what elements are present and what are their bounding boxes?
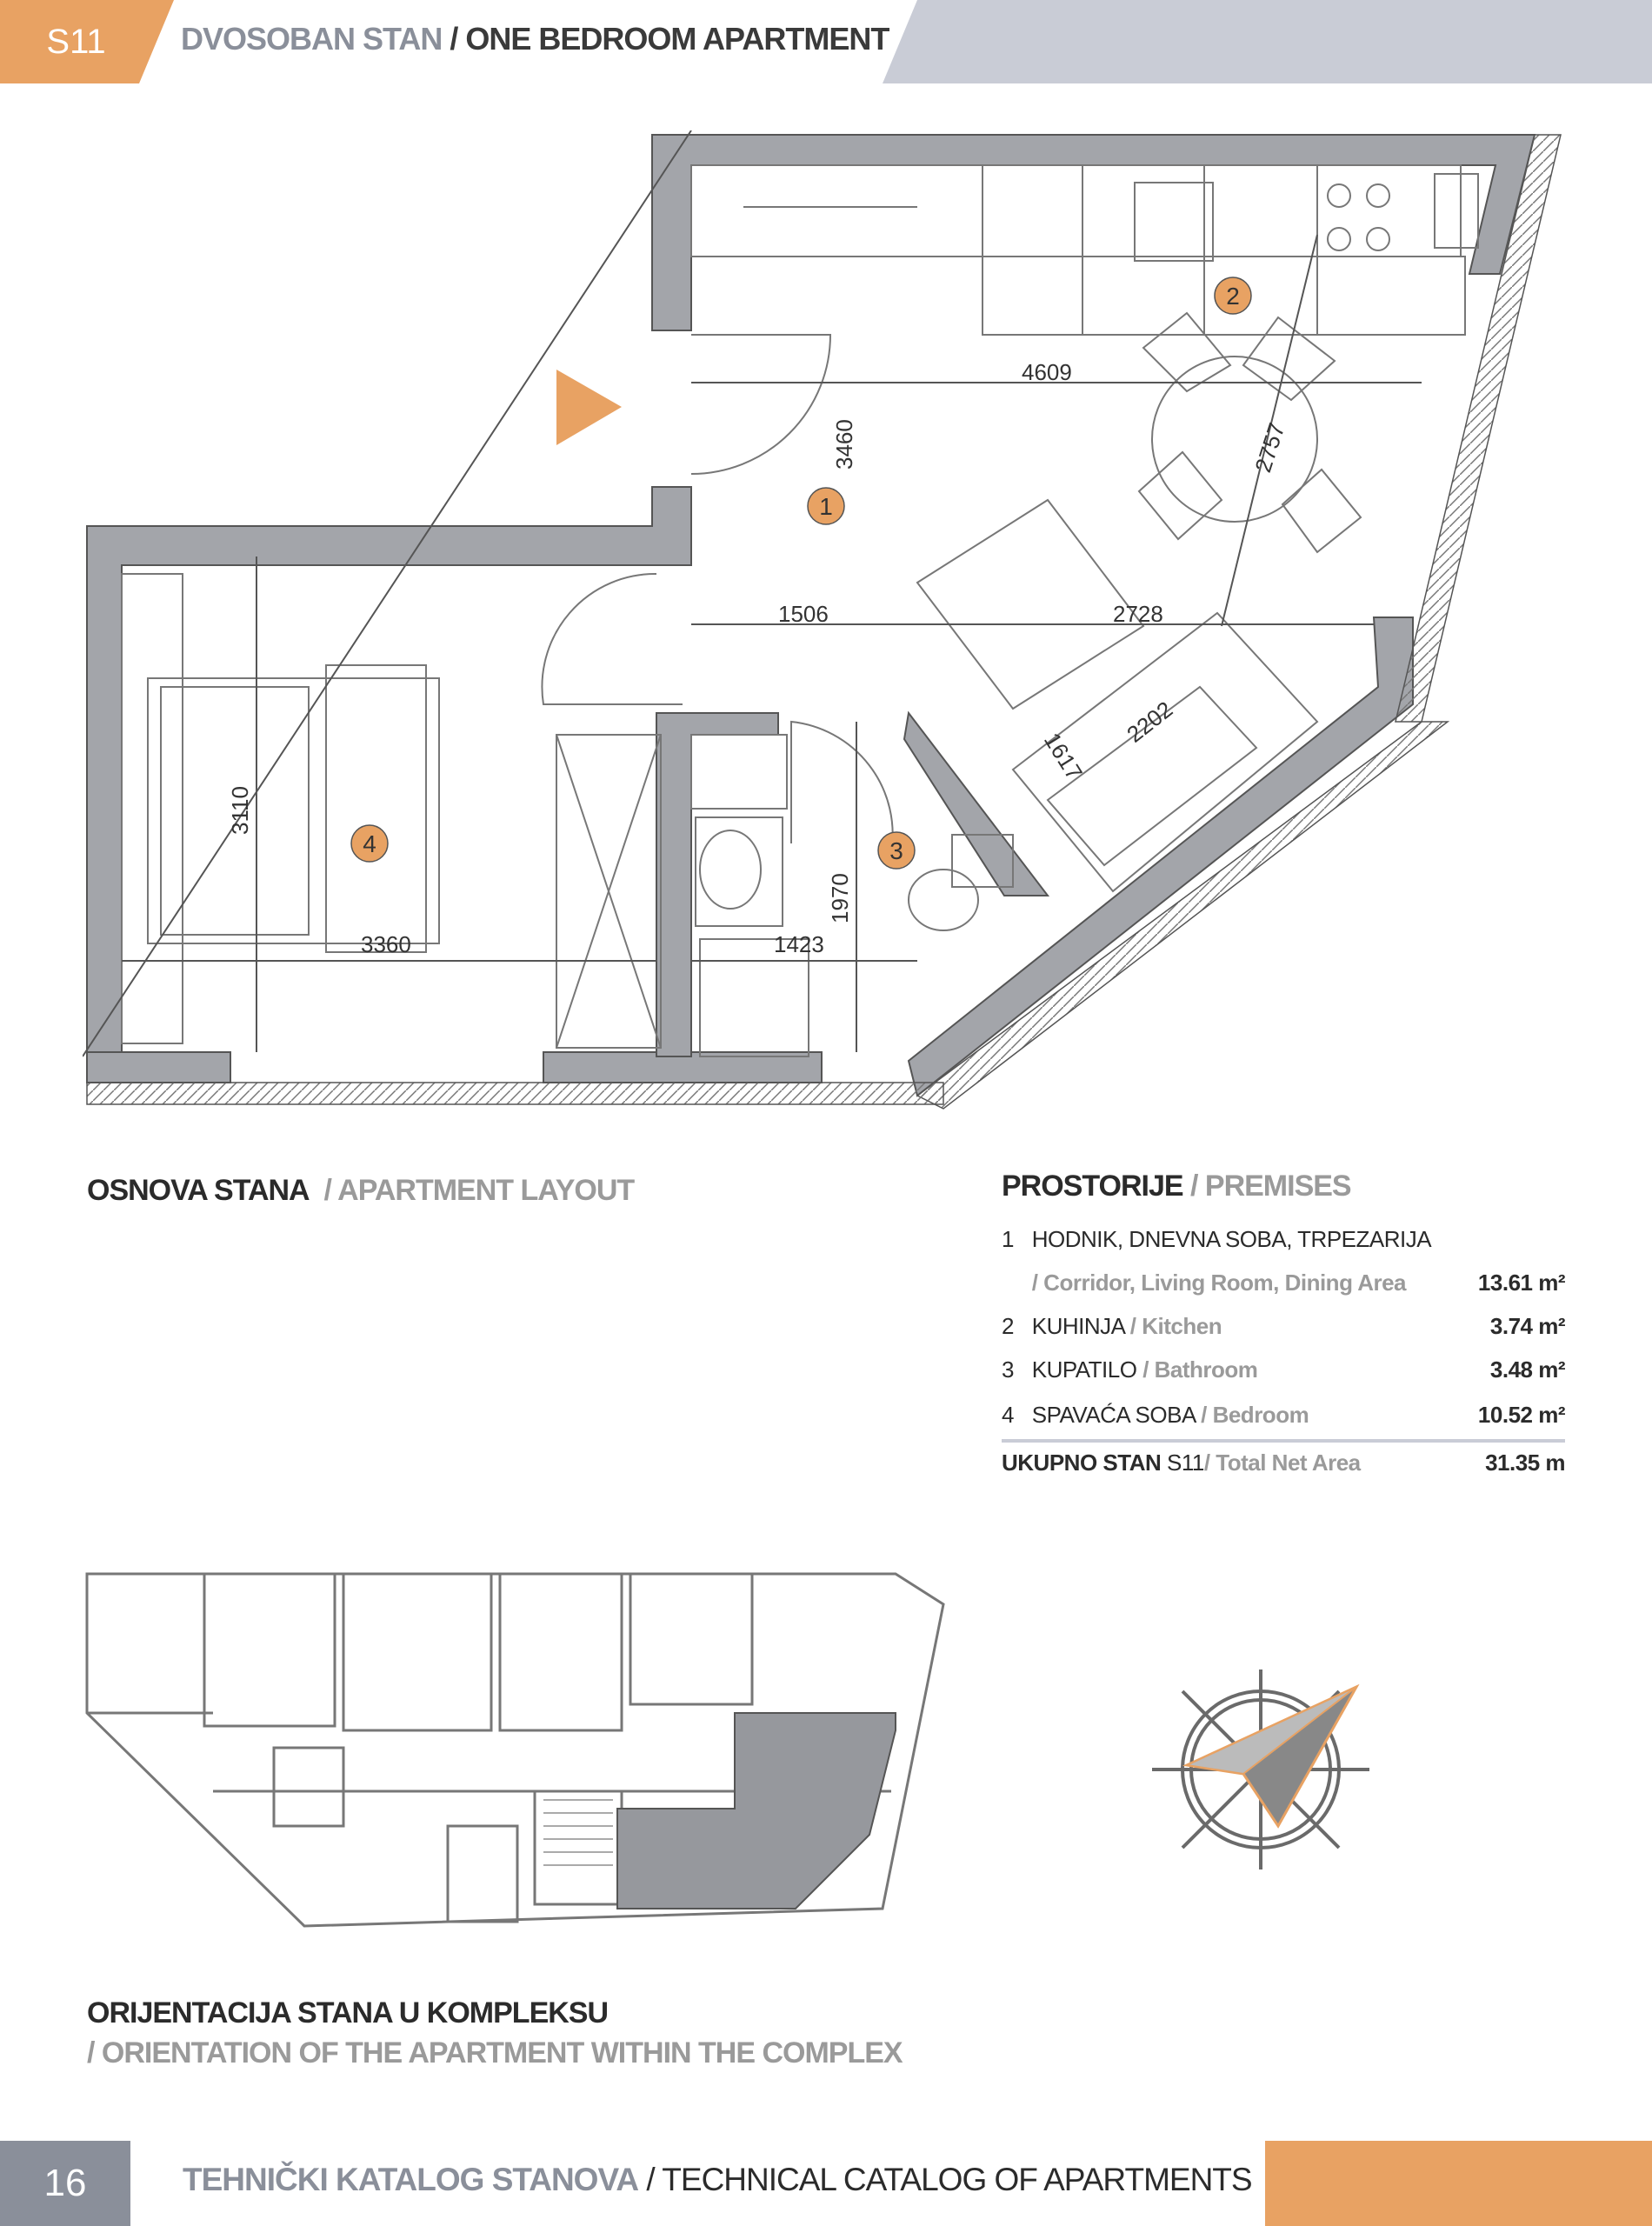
footer-text-en: / TECHNICAL CATALOG OF APARTMENTS	[646, 2162, 1252, 2197]
premises-total-sr: UKUPNO STAN	[1002, 1450, 1162, 1476]
premises-title	[1002, 1170, 1351, 1203]
premises-row-sr: HODNIK, DNEVNA SOBA, TRPEZARIJA	[1031, 1226, 1432, 1252]
page-number: 16	[43, 2162, 87, 2204]
premises-row-en: / Corridor, Living Room, Dining Area	[1031, 1270, 1407, 1296]
premises-total-code: S11	[1166, 1450, 1204, 1476]
dim-4609: 4609	[1022, 359, 1072, 385]
premises-divider	[1002, 1439, 1565, 1443]
premises-row-area: 3.74 m²	[1489, 1313, 1565, 1339]
premises-row-4	[1002, 1402, 1565, 1429]
dim-3460: 3460	[831, 419, 857, 470]
premises-row-1	[1002, 1226, 1565, 1253]
layout-title-sr: OSNOVA STANA	[87, 1174, 310, 1207]
footer-text-sr: TEHNIČKI KATALOG STANOVA	[183, 2162, 639, 2197]
premises-total-area: 31.35 m	[1485, 1450, 1565, 1476]
premises-row-num: 3	[1002, 1356, 1014, 1383]
footer-accent-band	[1265, 2141, 1652, 2226]
dim-1423: 1423	[774, 931, 824, 957]
dim-2202: 2202	[1122, 696, 1178, 748]
page-title-en: / ONE BEDROOM APARTMENT	[450, 21, 889, 57]
room-marker-4: 4	[363, 830, 376, 857]
page-title-sr: DVOSOBAN STAN	[181, 21, 443, 57]
complex-plan	[83, 1565, 952, 1939]
dim-2757: 2757	[1249, 419, 1290, 476]
premises-row-sr: SPAVAĆA SOBA	[1031, 1402, 1196, 1428]
premises-row-num: 2	[1002, 1313, 1014, 1339]
premises-title-sr: PROSTORIJE	[1002, 1170, 1183, 1203]
premises-total-en: / Total Net Area	[1203, 1450, 1361, 1476]
premises-total	[1002, 1450, 1565, 1476]
orientation-title-en: / ORIENTATION OF THE APARTMENT WITHIN THE COMPLEX	[87, 2036, 903, 2069]
orientation-title-sr: ORIJENTACIJA STANA U KOMPLEKSU	[87, 1996, 609, 2029]
compass-icon	[1148, 1665, 1374, 1874]
premises-row-area: 10.52 m²	[1477, 1402, 1565, 1428]
premises-row-en: / Kitchen	[1129, 1313, 1222, 1339]
premises-row-area: 13.61 m²	[1477, 1270, 1565, 1296]
header-band	[883, 0, 1652, 83]
premises-row-sr: KUHINJA	[1031, 1313, 1125, 1339]
premises-row-en: / Bathroom	[1142, 1356, 1258, 1383]
page-title	[181, 21, 889, 57]
premises-row-sr: KUPATILO	[1031, 1356, 1137, 1383]
footer-text	[183, 2162, 1252, 2198]
dim-1617: 1617	[1038, 728, 1089, 785]
premises-row-area: 3.48 m²	[1489, 1356, 1565, 1383]
layout-title-en: / APARTMENT LAYOUT	[323, 1174, 635, 1207]
dim-2728: 2728	[1113, 601, 1163, 627]
dim-3110: 3110	[227, 786, 253, 835]
entrance-arrow-icon	[556, 370, 622, 445]
dim-1506: 1506	[778, 601, 829, 627]
room-marker-1: 1	[819, 493, 833, 520]
layout-title	[87, 1174, 634, 1208]
apartment-highlight	[617, 1713, 896, 1909]
header-badge: S11	[46, 22, 106, 61]
premises-row-num: 1	[1002, 1226, 1014, 1252]
dim-1970: 1970	[827, 873, 853, 923]
premises-title-en: / PREMISES	[1190, 1170, 1351, 1203]
premises-row-num: 4	[1002, 1402, 1014, 1428]
dim-3360: 3360	[361, 931, 411, 957]
premises-row-2	[1002, 1313, 1565, 1340]
premises-row-1-en	[1002, 1270, 1565, 1296]
premises-row-3	[1002, 1356, 1565, 1383]
floor-plan	[83, 130, 1578, 1122]
room-marker-3: 3	[889, 837, 903, 864]
room-marker-2: 2	[1226, 283, 1240, 310]
premises-row-en: / Bedroom	[1201, 1402, 1309, 1428]
